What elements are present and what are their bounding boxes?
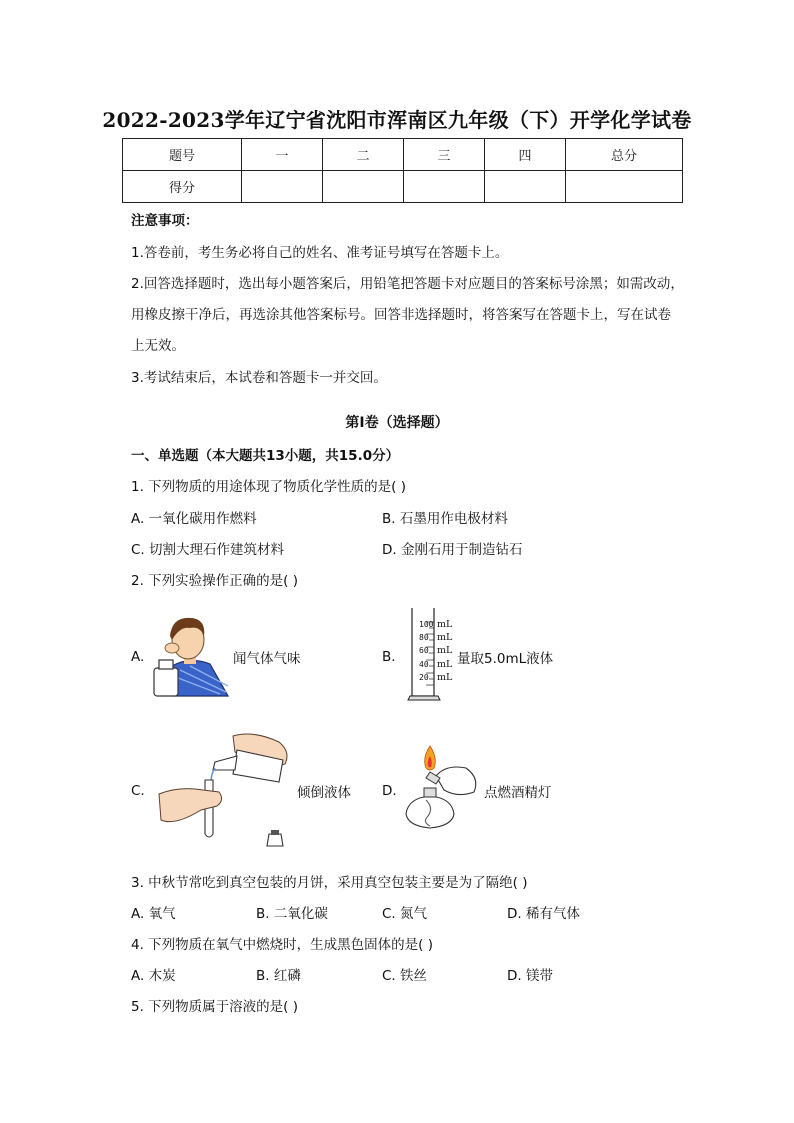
note-item: 1.答卷前，考生务必将自己的姓名、准考证号填写在答题卡上。 — [131, 245, 509, 261]
question-option: B. 二氧化碳 — [256, 906, 328, 922]
option-caption: 量取5.0mL液体 — [457, 651, 554, 667]
score-header-cell: 四 — [485, 139, 566, 171]
option-letter: C. — [131, 783, 145, 799]
score-row-label: 得分 — [123, 171, 242, 203]
question-stem: 5. 下列物质属于溶液的是( ) — [131, 999, 298, 1015]
question-option: D. 稀有气体 — [507, 906, 580, 922]
cylinder-unit: mL — [437, 632, 453, 644]
question-option: D. 金刚石用于制造钻石 — [382, 542, 523, 558]
note-item: 上无效。 — [131, 338, 185, 354]
option-caption: 点燃酒精灯 — [484, 785, 552, 801]
cylinder-scale — [419, 618, 433, 684]
cylinder-unit: mL — [437, 671, 453, 683]
section-title: 第I卷（选择题） — [345, 415, 449, 431]
question-option: A. 一氧化碳用作燃料 — [131, 511, 257, 527]
cylinder-tick-label: 40 — [419, 659, 429, 669]
question-option: A. 木炭 — [131, 968, 176, 984]
question-stem: 1. 下列物质的用途体现了物质化学性质的是( ) — [131, 479, 406, 495]
cylinder-tick-label: 80 — [419, 633, 429, 643]
question-option: D. 镁带 — [507, 968, 553, 984]
score-header-cell: 三 — [404, 139, 485, 171]
cylinder-unit: mL — [437, 645, 453, 657]
cylinder-unit: mL — [437, 619, 453, 630]
score-header-cell: 题号 — [123, 139, 242, 171]
question-stem: 4. 下列物质在氧气中燃烧时，生成黑色固体的是( ) — [131, 937, 433, 953]
question-stem: 3. 中秋节常吃到真空包装的月饼，采用真空包装主要是为了隔绝( ) — [131, 875, 528, 891]
score-cell — [485, 171, 566, 203]
score-cell — [404, 171, 485, 203]
option-caption: 倾倒液体 — [297, 785, 351, 801]
question-option: A. 氧气 — [131, 906, 176, 922]
part-heading: 一、单选题（本大题共13小题，共15.0分） — [131, 448, 400, 464]
score-table-header-row — [123, 139, 683, 171]
score-cell — [323, 171, 404, 203]
score-table-score-row — [123, 171, 683, 203]
note-item: 3.考试结束后，本试卷和答题卡一并交回。 — [131, 370, 387, 386]
option-letter: D. — [382, 783, 397, 799]
cylinder-unit: mL — [437, 658, 453, 670]
score-header-cell: 一 — [242, 139, 323, 171]
smell-gas-illustration — [150, 608, 232, 700]
score-header-cell: 总分 — [566, 139, 683, 171]
option-caption: 闻气体气味 — [233, 651, 301, 667]
exam-title: 2022-2023学年辽宁省沈阳市浑南区九年级（下）开学化学试卷 — [102, 108, 692, 132]
score-cell — [566, 171, 683, 203]
cylinder-tick-label: 20 — [419, 672, 429, 682]
score-cell — [242, 171, 323, 203]
question-option: C. 铁丝 — [382, 968, 428, 984]
option-letter: A. — [131, 649, 145, 665]
notes-heading: 注意事项： — [131, 213, 199, 229]
question-option: B. 石墨用作电极材料 — [382, 511, 508, 527]
note-item: 用橡皮擦干净后，再选涂其他答案标号。回答非选择题时，将答案写在答题卡上，写在试卷 — [131, 307, 671, 323]
cylinder-tick-label: 60 — [419, 646, 429, 656]
question-stem: 2. 下列实验操作正确的是( ) — [131, 573, 298, 589]
score-table — [122, 138, 683, 203]
alcohol-lamp-illustration — [400, 742, 484, 834]
pouring-liquid-illustration — [155, 730, 295, 850]
note-item: 2.回答选择题时，选出每小题答案后，用铅笔把答题卡对应题目的答案标号涂黑；如需改动， — [131, 276, 684, 292]
option-letter: B. — [382, 649, 396, 665]
score-header-cell: 二 — [323, 139, 404, 171]
cylinder-tick-label: 100 — [419, 620, 434, 629]
cylinder-units — [437, 618, 452, 684]
question-option: C. 氮气 — [382, 906, 428, 922]
question-option: B. 红磷 — [256, 968, 301, 984]
question-option: C. 切割大理石作建筑材料 — [131, 542, 285, 558]
